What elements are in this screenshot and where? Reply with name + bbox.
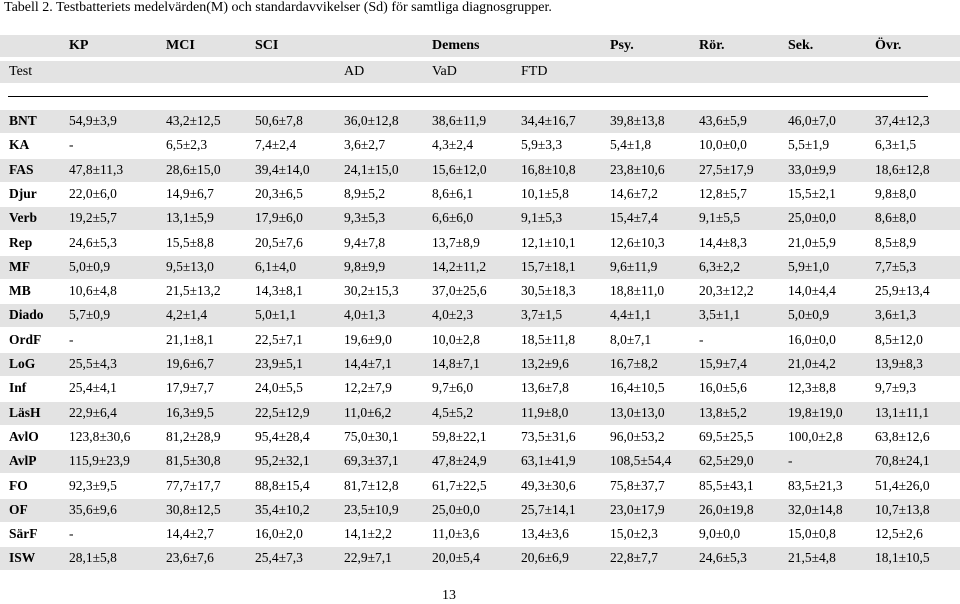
table-cell: 3,7±1,5	[521, 307, 563, 323]
row-label: Djur	[9, 185, 37, 201]
table-cell: 88,8±15,4	[255, 477, 310, 493]
table-cell: 14,8±7,1	[432, 356, 480, 371]
table-cell: 59,8±22,1	[432, 428, 487, 444]
table-cell: 23,6±7,6	[166, 550, 214, 566]
table-row	[0, 547, 960, 570]
table-cell: 36,0±12,8	[344, 113, 399, 128]
table-cell: 10,0±0,0	[699, 137, 747, 153]
table-cell: 6,3±2,2	[699, 258, 741, 274]
table-row	[0, 134, 960, 157]
table-cell: 35,4±10,2	[255, 501, 310, 517]
table-cell: 108,5±54,4	[610, 453, 672, 469]
table-cell: 5,0±0,9	[788, 307, 830, 323]
table-cell: 38,6±11,9	[432, 113, 487, 128]
table-row	[0, 329, 960, 352]
table-cell: 18,8±11,0	[610, 283, 665, 299]
table-cell: 54,9±3,9	[69, 113, 117, 128]
row-label: FAS	[9, 161, 34, 177]
table-cell: 16,0±5,6	[699, 380, 747, 396]
header-mci: MCI	[166, 38, 195, 53]
table-cell: 22,9±6,4	[69, 404, 117, 420]
table-cell: 13,4±3,6	[521, 526, 569, 542]
table-cell: 15,6±12,0	[432, 161, 487, 177]
table-row	[0, 499, 960, 522]
table-cell: 14,1±2,2	[344, 526, 392, 542]
table-cell: 73,5±31,6	[521, 428, 576, 444]
table-cell: 3,5±1,1	[699, 307, 741, 323]
row-label: MB	[9, 283, 31, 299]
table-cell: -	[699, 331, 704, 347]
table-cell: 5,7±0,9	[69, 307, 111, 323]
table-cell: 5,9±1,0	[788, 258, 830, 274]
row-label: SärF	[9, 526, 38, 542]
table-row	[0, 232, 960, 255]
table-cell: 100,0±2,8	[788, 428, 843, 444]
table-cell: 123,8±30,6	[69, 428, 131, 444]
header-rule	[8, 96, 928, 97]
table-cell: 50,6±7,8	[255, 113, 303, 128]
table-cell: 69,5±25,5	[699, 428, 754, 444]
table-cell: 7,4±2,4	[255, 137, 297, 153]
table-cell: 81,2±28,9	[166, 428, 221, 444]
table-cell: 18,6±12,8	[875, 161, 930, 177]
table-cell: 30,5±18,3	[521, 283, 576, 299]
header-ovr: Övr.	[875, 38, 902, 53]
table-cell: 20,6±6,9	[521, 550, 569, 566]
table-cell: 37,0±25,6	[432, 283, 487, 299]
table-cell: 22,9±7,1	[344, 550, 392, 566]
row-label: FO	[9, 477, 28, 493]
table-cell: 8,9±5,2	[344, 185, 386, 201]
table-cell: 12,5±2,6	[875, 526, 923, 542]
table-row	[0, 183, 960, 206]
table-row	[0, 475, 960, 498]
table-cell: 13,6±7,8	[521, 380, 569, 396]
table-cell: 5,0±1,1	[255, 307, 297, 323]
table-cell: 20,3±12,2	[699, 283, 754, 299]
table-cell: 6,1±4,0	[255, 258, 297, 274]
row-label: Diado	[9, 307, 44, 323]
table-cell: 13,7±8,9	[432, 234, 480, 250]
table-cell: 21,5±13,2	[166, 283, 221, 299]
table-row	[0, 280, 960, 303]
table-cell: 13,1±11,1	[875, 404, 930, 420]
table-cell: 12,3±8,8	[788, 380, 836, 396]
table-cell: 23,9±5,1	[255, 356, 303, 371]
table-cell: 24,0±5,5	[255, 380, 303, 396]
table-cell: 13,0±13,0	[610, 404, 665, 420]
table-cell: 5,9±3,3	[521, 137, 563, 153]
table-cell: 77,7±17,7	[166, 477, 221, 493]
table-cell: 11,9±8,0	[521, 404, 569, 420]
table-row	[0, 402, 960, 425]
table-cell: 10,0±2,8	[432, 331, 480, 347]
table-cell: 8,5±12,0	[875, 331, 923, 347]
table-row	[0, 450, 960, 473]
table-cell: 4,5±5,2	[432, 404, 474, 420]
table-cell: 22,5±7,1	[255, 331, 303, 347]
table-cell: 95,2±32,1	[255, 453, 310, 469]
table-cell: 19,6±6,7	[166, 356, 214, 371]
table-cell: 16,3±9,5	[166, 404, 214, 420]
row-label: LäsH	[9, 404, 41, 420]
table-cell: 15,0±2,3	[610, 526, 658, 542]
table-cell: 9,1±5,5	[699, 210, 741, 226]
table-cell: 6,6±6,0	[432, 210, 474, 226]
table-cell: 23,5±10,9	[344, 501, 399, 517]
table-cell: 15,4±7,4	[610, 210, 658, 226]
table-cell: 9,8±9,9	[344, 258, 386, 274]
table-cell: 70,8±24,1	[875, 453, 930, 469]
table-cell: 25,4±7,3	[255, 550, 303, 566]
table-cell: 9,0±0,0	[699, 526, 741, 542]
table-cell: 11,0±6,2	[344, 404, 392, 420]
table-cell: 9,6±11,9	[610, 258, 658, 274]
table-cell: 14,0±4,4	[788, 283, 836, 299]
table-cell: 14,6±7,2	[610, 185, 658, 201]
table-cell: 3,6±1,3	[875, 307, 917, 323]
table-cell: 21,0±5,9	[788, 234, 836, 250]
table-cell: 9,5±13,0	[166, 258, 214, 274]
table-cell: 9,7±6,0	[432, 380, 474, 396]
table-cell: 19,2±5,7	[69, 210, 117, 226]
table-cell: 63,1±41,9	[521, 453, 576, 469]
row-label: Verb	[9, 210, 38, 226]
header-demens: Demens	[432, 38, 480, 53]
header-ror: Rör.	[699, 38, 725, 53]
table-cell: 25,7±14,1	[521, 501, 576, 517]
table-cell: 5,4±1,8	[610, 137, 652, 153]
table-cell: 14,9±6,7	[166, 185, 214, 201]
table-caption: Tabell 2. Testbatteriets medelvärden(M) och standardavvikelser (Sd) för samtliga diagnosgrupper.	[4, 0, 552, 15]
table-cell: 25,4±4,1	[69, 380, 117, 396]
row-label: MF	[9, 258, 30, 274]
table-row	[0, 159, 960, 182]
table-cell: 10,6±4,8	[69, 283, 117, 299]
table-row	[0, 304, 960, 327]
table-row	[0, 110, 960, 133]
table-cell: 39,4±14,0	[255, 161, 310, 177]
table-cell: 32,0±14,8	[788, 501, 843, 517]
table-cell: 27,5±17,9	[699, 161, 754, 177]
table-cell: 4,4±1,1	[610, 307, 652, 323]
table-cell: -	[69, 526, 74, 542]
row-label: ISW	[9, 550, 36, 566]
table-cell: 35,6±9,6	[69, 501, 117, 517]
table-cell: 13,1±5,9	[166, 210, 214, 226]
table-cell: 4,0±2,3	[432, 307, 474, 323]
table-cell: 12,6±10,3	[610, 234, 665, 250]
table-cell: 23,8±10,6	[610, 161, 665, 177]
table-cell: 17,9±7,7	[166, 380, 214, 396]
table-cell: 37,4±12,3	[875, 113, 930, 128]
table-cell: 9,7±9,3	[875, 380, 917, 396]
table-cell: 14,4±2,7	[166, 526, 214, 542]
table-row	[0, 353, 960, 376]
header-test: Test	[9, 64, 33, 79]
table-cell: 18,1±10,5	[875, 550, 930, 566]
table-cell: 25,0±0,0	[788, 210, 836, 226]
table-cell: 7,7±5,3	[875, 258, 917, 274]
table-cell: 115,9±23,9	[69, 453, 130, 469]
table-cell: 13,2±9,6	[521, 356, 569, 371]
table-cell: 24,1±15,0	[344, 161, 399, 177]
table-cell: 9,3±5,3	[344, 210, 386, 226]
table-cell: 81,5±30,8	[166, 453, 221, 469]
table-cell: -	[69, 331, 74, 347]
table-cell: 24,6±5,3	[69, 234, 117, 250]
table-cell: 25,9±13,4	[875, 283, 930, 299]
table-cell: 22,8±7,7	[610, 550, 658, 566]
table-cell: 83,5±21,3	[788, 477, 843, 493]
table-cell: 20,0±5,4	[432, 550, 480, 566]
table-cell: 95,4±28,4	[255, 428, 310, 444]
table-cell: 47,8±24,9	[432, 453, 487, 469]
row-label: BNT	[9, 113, 37, 128]
table-cell: 12,8±5,7	[699, 185, 747, 201]
table-cell: 92,3±9,5	[69, 477, 117, 493]
table-cell: 8,5±8,9	[875, 234, 917, 250]
table-cell: 16,4±10,5	[610, 380, 665, 396]
table-cell: 5,5±1,9	[788, 137, 830, 153]
table-cell: 75,8±37,7	[610, 477, 665, 493]
table-cell: 12,2±7,9	[344, 380, 392, 396]
table-row	[0, 256, 960, 279]
table-cell: 81,7±12,8	[344, 477, 399, 493]
table-cell: 20,5±7,6	[255, 234, 303, 250]
row-label: Rep	[9, 234, 33, 250]
table-cell: 21,5±4,8	[788, 550, 836, 566]
page-number: 13	[442, 588, 456, 603]
table-cell: 22,0±6,0	[69, 185, 117, 201]
table-cell: 15,5±2,1	[788, 185, 836, 201]
table-cell: 34,4±16,7	[521, 113, 576, 128]
table-cell: 96,0±53,2	[610, 428, 665, 444]
row-label: AvlO	[9, 428, 39, 444]
table-cell: 15,7±18,1	[521, 258, 576, 274]
table-cell: 23,0±17,9	[610, 501, 665, 517]
table-cell: 15,5±8,8	[166, 234, 214, 250]
table-cell: 51,4±26,0	[875, 477, 930, 493]
table-cell: 63,8±12,6	[875, 428, 930, 444]
table-cell: 33,0±9,9	[788, 161, 836, 177]
table-cell: 85,5±43,1	[699, 477, 754, 493]
table-cell: 9,1±5,3	[521, 210, 563, 226]
header-sek: Sek.	[788, 38, 814, 53]
table-cell: 47,8±11,3	[69, 161, 124, 177]
table-cell: 6,3±1,5	[875, 137, 917, 153]
row-label: OF	[9, 501, 28, 517]
table-cell: 5,0±0,9	[69, 258, 111, 274]
table-cell: 25,0±0,0	[432, 501, 480, 517]
table-cell: 4,3±2,4	[432, 137, 474, 153]
table-cell: 16,8±10,8	[521, 161, 576, 177]
table-cell: 8,6±6,1	[432, 185, 474, 201]
table-cell: 14,2±11,2	[432, 258, 487, 274]
table-cell: 39,8±13,8	[610, 113, 665, 128]
table-cell: 16,0±2,0	[255, 526, 303, 542]
table-cell: 30,2±15,3	[344, 283, 399, 299]
table-cell: 16,0±0,0	[788, 331, 836, 347]
table-cell: 16,7±8,2	[610, 356, 658, 371]
table-cell: 17,9±6,0	[255, 210, 303, 226]
table-cell: 75,0±30,1	[344, 428, 399, 444]
table-cell: 21,1±8,1	[166, 331, 214, 347]
table-cell: 25,5±4,3	[69, 356, 117, 371]
table-cell: 19,6±9,0	[344, 331, 392, 347]
table-cell: 21,0±4,2	[788, 356, 836, 371]
table-cell: 26,0±19,8	[699, 501, 754, 517]
table-cell: 46,0±7,0	[788, 113, 836, 128]
table-cell: 20,3±6,5	[255, 185, 303, 201]
header-band-2	[0, 61, 960, 83]
row-label: Inf	[9, 380, 27, 396]
header-vad: VaD	[432, 64, 457, 79]
header-ad: AD	[344, 64, 365, 79]
table-row	[0, 207, 960, 230]
table-cell: 9,4±7,8	[344, 234, 386, 250]
table-cell: 15,9±7,4	[699, 356, 747, 371]
header-band-1	[0, 35, 960, 57]
table-cell: 13,9±8,3	[875, 356, 923, 371]
table-cell: 4,0±1,3	[344, 307, 386, 323]
row-label: LoG	[9, 356, 36, 371]
table-cell: 28,6±15,0	[166, 161, 221, 177]
table-cell: 30,8±12,5	[166, 501, 221, 517]
table-cell: -	[69, 137, 74, 153]
table-cell: 6,5±2,3	[166, 137, 208, 153]
table-cell: 61,7±22,5	[432, 477, 487, 493]
table-cell: 10,1±5,8	[521, 185, 569, 201]
table-row	[0, 426, 960, 449]
table-row	[0, 377, 960, 400]
table-cell: 9,8±8,0	[875, 185, 917, 201]
table-cell: 8,6±8,0	[875, 210, 917, 226]
table-cell: 24,6±5,3	[699, 550, 747, 566]
header-kp: KP	[69, 38, 89, 53]
table-row	[0, 523, 960, 546]
table-cell: -	[788, 453, 793, 469]
header-ftd: FTD	[521, 64, 548, 79]
table-cell: 14,4±8,3	[699, 234, 747, 250]
table-cell: 15,0±0,8	[788, 526, 836, 542]
table-cell: 69,3±37,1	[344, 453, 399, 469]
row-label: AvlP	[9, 453, 37, 469]
table-cell: 3,6±2,7	[344, 137, 386, 153]
table-cell: 13,8±5,2	[699, 404, 747, 420]
table-cell: 10,7±13,8	[875, 501, 930, 517]
table-cell: 8,0±7,1	[610, 331, 652, 347]
table-cell: 22,5±12,9	[255, 404, 310, 420]
table-cell: 4,2±1,4	[166, 307, 208, 323]
header-psy: Psy.	[610, 38, 634, 53]
table-cell: 12,1±10,1	[521, 234, 576, 250]
header-sci: SCI	[255, 38, 279, 53]
table-cell: 62,5±29,0	[699, 453, 754, 469]
table-cell: 14,4±7,1	[344, 356, 392, 371]
table-cell: 14,3±8,1	[255, 283, 303, 299]
table-cell: 11,0±3,6	[432, 526, 480, 542]
table-cell: 18,5±11,8	[521, 331, 576, 347]
row-label: KA	[9, 137, 30, 153]
table-cell: 49,3±30,6	[521, 477, 576, 493]
table-cell: 43,6±5,9	[699, 113, 747, 128]
table-cell: 28,1±5,8	[69, 550, 117, 566]
row-label: OrdF	[9, 331, 42, 347]
table-cell: 19,8±19,0	[788, 404, 843, 420]
table-cell: 43,2±12,5	[166, 113, 221, 128]
